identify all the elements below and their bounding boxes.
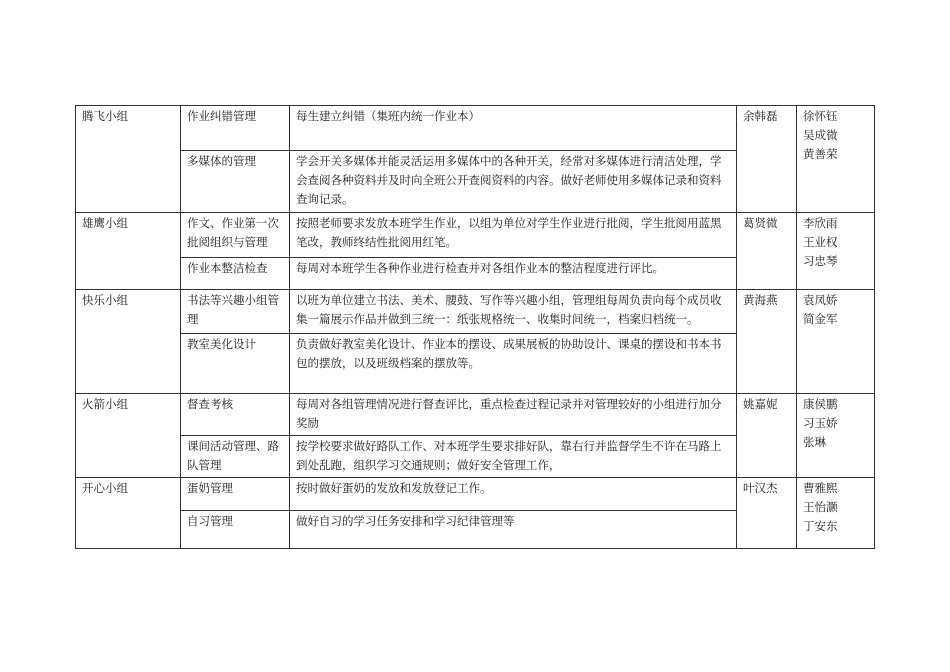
description-cell: 每生建立纠错（集班内统一作业本） [290,106,737,151]
table-row [76,213,875,258]
task-cell: 作业纠错管理 [181,106,290,151]
group-duty-table [75,105,875,549]
member-name: 吴成微 [803,128,838,142]
task-cell: 课间活动管理、路队管理 [181,436,290,478]
task-cell: 蛋奶管理 [181,478,290,511]
description-cell: 按照老师要求发放本班学生作业，以组为单位对学生作业进行批阅，学生批阅用蓝黑笔改，教师终结性批阅用红笔。 [290,213,737,258]
members-cell [797,290,875,394]
description-cell: 学会开关多媒体并能灵活运用多媒体中的各种开关，经常对多媒体进行清洁处理，学会查阅各种资料并及时向全班公开查阅资料的内容。做好老师使用多媒体记录和资料查询记录。 [290,151,737,213]
member-name: 黄善荣 [803,147,838,161]
description-cell: 做好自习的学习任务安排和学习纪律管理等 [290,511,737,549]
table-row [76,106,875,151]
group-name-cell: 快乐小组 [76,290,181,394]
members-cell [797,213,875,290]
member-name: 张琳 [803,435,826,449]
leader-cell: 葛贤微 [737,213,797,290]
description-cell: 按时做好蛋奶的发放和发放登记工作。 [290,478,737,511]
description-cell: 负责做好教室美化设计、作业本的摆设、成果展板的协助设计、课桌的摆设和书本书包的摆放，以及班级档案的摆放等。 [290,334,737,394]
leader-cell: 余韩磊 [737,106,797,213]
description-cell: 按学校要求做好路队工作、对本班学生要求排好队，靠右行并监督学生不许在马路上到处乱跑，组织学习交通规则；做好安全管理工作， [290,436,737,478]
group-name-cell: 开心小组 [76,478,181,549]
table-row [76,394,875,436]
task-cell: 书法等兴趣小组管理 [181,290,290,334]
task-cell: 督查考核 [181,394,290,436]
description-cell: 以班为单位建立书法、美术、腰鼓、写作等兴趣小组，管理组每周负责向每个成员收集一篇展示作品并做到三统一：纸张规格统一、收集时间统一，档案归档统一。 [290,290,737,334]
member-name: 丁安东 [803,519,838,533]
table-row [76,478,875,511]
member-name: 王业权 [803,235,838,249]
leader-cell: 黄海燕 [737,290,797,394]
task-cell: 教室美化设计 [181,334,290,394]
table-row [76,290,875,334]
leader-cell: 姚嘉妮 [737,394,797,478]
task-cell: 自习管理 [181,511,290,549]
member-name: 习玉娇 [803,416,838,430]
member-name: 袁凤娇 [803,293,838,307]
members-cell [797,478,875,549]
member-name: 康侯鹏 [803,397,838,411]
member-name: 李欣雨 [803,216,838,230]
group-name-cell: 雄鹰小组 [76,213,181,290]
member-name: 习忠琴 [803,254,838,268]
task-cell: 作业本整洁检查 [181,258,290,290]
member-name: 王怡灏 [803,500,838,514]
task-cell: 多媒体的管理 [181,151,290,213]
group-name-cell: 火箭小组 [76,394,181,478]
members-cell [797,394,875,478]
member-name: 曹雅熙 [803,481,838,495]
task-cell: 作文、作业第一次批阅组织与管理 [181,213,290,258]
leader-cell: 叶汉杰 [737,478,797,549]
member-name: 简金军 [803,312,838,326]
group-name-cell: 腾飞小组 [76,106,181,213]
members-cell [797,106,875,213]
member-name: 徐怀钰 [803,109,838,123]
description-cell: 每周对本班学生各种作业进行检查并对各组作业本的整洁程度进行评比。 [290,258,737,290]
description-cell: 每周对各组管理情况进行督查评比，重点检查过程记录并对管理较好的小组进行加分奖励 [290,394,737,436]
